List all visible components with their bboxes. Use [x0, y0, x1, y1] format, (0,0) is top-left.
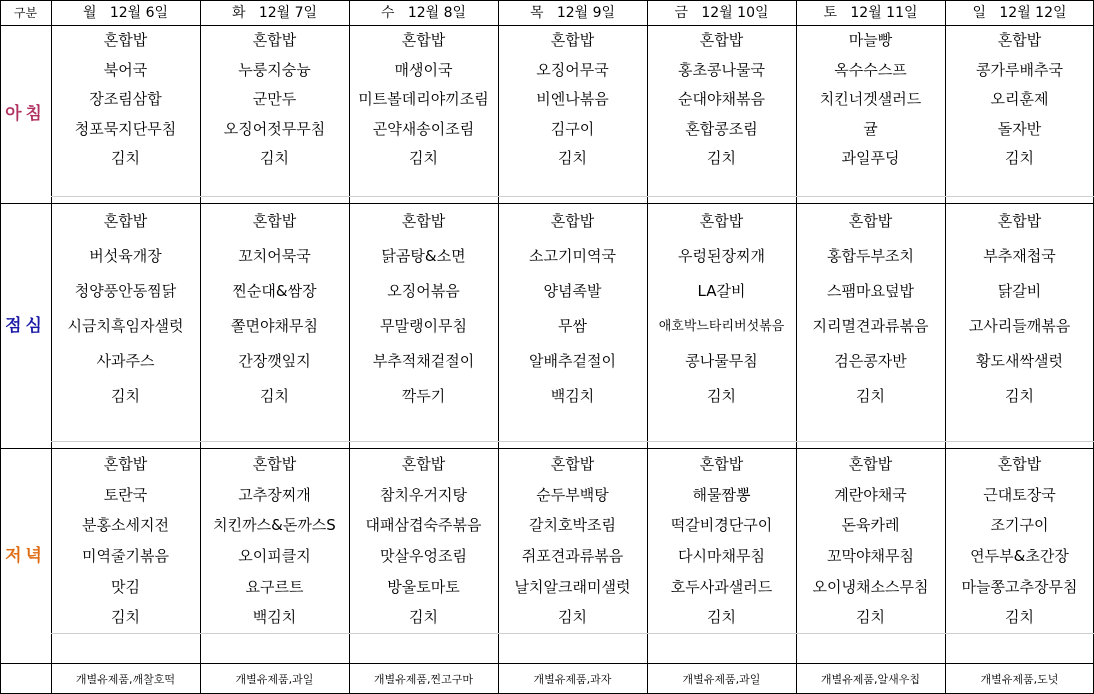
header-day-sun	[945, 0, 1094, 25]
dish-breakfast-r2-c2: 누룽지숭늉	[238, 60, 311, 79]
header-date: 12월 7일	[258, 4, 318, 21]
dish-lunch-r1-c7: 혼합밥	[997, 212, 1042, 230]
header-corner-label: 구분	[13, 5, 38, 20]
dish-lunch-r6-c2: 김치	[260, 387, 289, 405]
dish-dinner-r4-c4: 쥐포견과류볶음	[521, 546, 624, 565]
snack-fri: 개별유제품,과일	[682, 672, 761, 686]
dish-lunch-r2-c1: 버섯육개장	[89, 247, 162, 265]
dish-lunch-r4-c2: 쫄면야채무침	[231, 317, 318, 335]
dish-breakfast-r6-c2	[200, 174, 349, 204]
dish-lunch-r1-c1: 혼합밥	[103, 212, 148, 230]
dish-breakfast-r5-c4: 김치	[558, 149, 587, 168]
dish-lunch-r2-c3: 닭곰탕&소면	[381, 247, 466, 265]
header-dow: 토	[823, 4, 838, 21]
dish-dinner-r3-c4: 갈치호박조림	[529, 516, 616, 535]
dish-breakfast-r5-c6: 과일푸딩	[841, 149, 900, 168]
dish-breakfast-r6-c1	[51, 174, 200, 204]
dish-dinner-r7-c4	[498, 633, 647, 664]
dish-lunch-r3-c6: 스팸마요덮밥	[827, 282, 914, 300]
dish-breakfast-r4-c2: 오징어젓무무침	[223, 119, 326, 138]
dish-dinner-r2-c5: 해물짬뽕	[692, 485, 751, 504]
dish-dinner-r1-c6: 혼합밥	[848, 454, 893, 473]
dish-dinner-r5-c1: 맛김	[111, 577, 140, 596]
snack-thu: 개별유제품,과자	[533, 672, 612, 686]
dish-lunch-r1-c3: 혼합밥	[401, 212, 446, 230]
dish-lunch-r1-c6: 혼합밥	[848, 212, 893, 230]
header-day-sat	[796, 0, 945, 25]
dish-lunch-r2-c7: 부추재첩국	[983, 247, 1056, 265]
dish-dinner-r3-c3: 대패삼겹숙주볶음	[365, 516, 482, 535]
dish-dinner-r6-c6: 김치	[856, 608, 885, 627]
dish-breakfast-r6-c6	[796, 174, 945, 204]
dish-lunch-r3-c7: 닭갈비	[997, 282, 1042, 300]
dish-dinner-r7-c6	[796, 633, 945, 664]
snack-sun: 개별유제품,도넛	[980, 672, 1059, 686]
dish-dinner-r3-c1: 분홍소세지전	[82, 516, 169, 535]
dish-breakfast-r5-c2: 김치	[260, 149, 289, 168]
dish-lunch-r6-c7: 김치	[1005, 387, 1034, 405]
dish-lunch-r7-c7	[945, 414, 1094, 449]
dish-lunch-r5-c5: 콩나물무침	[685, 352, 758, 370]
dish-breakfast-r3-c2: 군만두	[252, 90, 297, 109]
dish-dinner-r1-c5: 혼합밥	[699, 454, 744, 473]
header-day-wed	[349, 0, 498, 25]
header-date: 12월 8일	[407, 4, 467, 21]
meal-label-dinner: 저녁	[5, 545, 46, 566]
dish-breakfast-r4-c3: 곤약새송이조림	[372, 119, 475, 138]
dish-dinner-r6-c1: 김치	[111, 608, 140, 627]
dish-breakfast-r1-c1: 혼합밥	[103, 31, 148, 50]
header-dow: 화	[231, 4, 246, 21]
grid-vline	[647, 0, 648, 694]
dish-breakfast-r4-c6: 귤	[863, 119, 878, 138]
dish-dinner-r6-c5: 김치	[707, 608, 736, 627]
dish-dinner-r6-c2: 백김치	[252, 608, 297, 627]
dish-dinner-r1-c2: 혼합밥	[252, 454, 297, 473]
dish-dinner-r2-c1: 토란국	[103, 485, 148, 504]
dish-breakfast-r5-c5: 김치	[707, 149, 736, 168]
dish-dinner-r5-c3: 방울토마토	[387, 577, 460, 596]
dish-breakfast-r6-c3	[349, 174, 498, 204]
dish-lunch-r3-c2: 찐순대&쌈장	[232, 282, 317, 300]
dish-dinner-r4-c1: 미역줄기볶음	[82, 546, 169, 565]
header-dow: 월	[82, 4, 97, 21]
dish-lunch-r7-c5	[647, 414, 796, 449]
dish-breakfast-r3-c4: 비엔나볶음	[536, 90, 609, 109]
grid-vline	[349, 0, 350, 694]
meal-label-lunch: 점심	[5, 315, 46, 336]
dish-breakfast-r1-c4: 혼합밥	[550, 31, 595, 50]
dish-lunch-r3-c4: 양념족발	[543, 282, 602, 300]
dish-lunch-r7-c1	[51, 414, 200, 449]
dish-lunch-r3-c5: LA갈비	[697, 282, 746, 300]
dish-breakfast-r3-c7: 오리훈제	[990, 90, 1049, 109]
dish-lunch-r5-c1: 사과주스	[96, 352, 155, 370]
dish-lunch-r1-c2: 혼합밥	[252, 212, 297, 230]
dish-breakfast-r5-c7: 김치	[1005, 149, 1034, 168]
dish-breakfast-r5-c1: 김치	[111, 149, 140, 168]
dish-breakfast-r1-c2: 혼합밥	[252, 31, 297, 50]
dish-breakfast-r5-c3: 김치	[409, 149, 438, 168]
dish-dinner-r6-c7: 김치	[1005, 608, 1034, 627]
dish-dinner-r1-c4: 혼합밥	[550, 454, 595, 473]
dish-lunch-r7-c3	[349, 414, 498, 449]
dish-dinner-r3-c2: 치킨까스&돈까스S	[213, 516, 336, 535]
dish-breakfast-r3-c3: 미트볼데리야끼조림	[358, 90, 489, 109]
grid-vline	[796, 0, 797, 694]
dish-dinner-r4-c7: 연두부&초간장	[970, 546, 1069, 565]
dish-dinner-r2-c4: 순두부백탕	[536, 485, 609, 504]
dish-dinner-r2-c6: 계란야채국	[834, 485, 907, 504]
dish-lunch-r2-c6: 홍합두부조치	[827, 247, 914, 265]
dish-lunch-r5-c6: 검은콩자반	[834, 352, 907, 370]
dish-dinner-r3-c5: 떡갈비경단구이	[670, 516, 773, 535]
header-dow: 수	[380, 4, 395, 21]
grid-hline	[0, 203, 1094, 204]
dish-lunch-r4-c5: 애호박느타리버섯볶음	[658, 319, 785, 334]
header-dow: 일	[972, 4, 987, 21]
dish-breakfast-r2-c4: 오징어무국	[536, 60, 609, 79]
dish-dinner-r2-c2: 고추장찌개	[238, 485, 311, 504]
dish-dinner-r7-c2	[200, 633, 349, 664]
dish-lunch-r1-c4: 혼합밥	[550, 212, 595, 230]
dish-dinner-r7-c5	[647, 633, 796, 664]
meal-label-breakfast: 아침	[5, 104, 46, 124]
header-dow: 목	[529, 4, 544, 21]
header-date: 12월 10일	[701, 4, 769, 21]
dish-lunch-r6-c4: 백김치	[550, 387, 595, 405]
header-dow: 금	[674, 4, 689, 21]
dish-breakfast-r2-c3: 매생이국	[394, 60, 453, 79]
dish-dinner-r5-c4: 날치알크래미샐럿	[514, 577, 631, 596]
header-day-tue	[200, 0, 349, 25]
snack-tue: 개별유제품,과일	[235, 672, 314, 686]
dish-dinner-r5-c6: 오이냉채소스무침	[812, 577, 929, 596]
grid-hline	[0, 0, 1094, 1]
grid-vline	[51, 0, 52, 694]
dish-lunch-r4-c3: 무말랭이무침	[380, 317, 467, 335]
dish-dinner-r4-c5: 다시마채무침	[678, 546, 765, 565]
dish-lunch-r4-c7: 고사리들깨볶음	[968, 317, 1071, 335]
header-day-fri	[647, 0, 796, 25]
dish-lunch-r2-c5: 우렁된장찌개	[678, 247, 765, 265]
dish-dinner-r5-c7: 마늘쫑고추장무침	[961, 577, 1078, 596]
dish-breakfast-r1-c5: 혼합밥	[699, 31, 744, 50]
grid-subline	[51, 633, 1094, 634]
dish-dinner-r5-c2: 요구르트	[245, 577, 304, 596]
dish-breakfast-r4-c4: 김구이	[550, 119, 595, 138]
dish-dinner-r2-c3: 참치우거지탕	[380, 485, 467, 504]
snack-wed: 개별유제품,찐고구마	[373, 672, 474, 686]
dish-dinner-r7-c1	[51, 633, 200, 664]
dish-dinner-r1-c7: 혼합밥	[997, 454, 1042, 473]
dish-lunch-r6-c6: 김치	[856, 387, 885, 405]
dish-lunch-r7-c6	[796, 414, 945, 449]
dish-breakfast-r6-c5	[647, 174, 796, 204]
dish-breakfast-r3-c1: 장조림삼합	[89, 90, 162, 109]
dish-dinner-r6-c4: 김치	[558, 608, 587, 627]
grid-vline	[945, 0, 946, 694]
dish-dinner-r6-c3: 김치	[409, 608, 438, 627]
dish-lunch-r6-c5: 김치	[707, 387, 736, 405]
snack-mon: 개별유제품,깨찰호떡	[75, 672, 176, 686]
dish-breakfast-r6-c4	[498, 174, 647, 204]
dish-lunch-r4-c4: 무쌈	[558, 317, 587, 335]
grid-hline	[0, 448, 1094, 449]
dish-breakfast-r2-c7: 콩가루배추국	[976, 60, 1063, 79]
dish-dinner-r2-c7: 근대토장국	[983, 485, 1056, 504]
header-day-thu	[498, 0, 647, 25]
dish-lunch-r7-c2	[200, 414, 349, 449]
grid-hline	[0, 25, 1094, 26]
header-date: 12월 11일	[850, 4, 918, 21]
dish-dinner-r3-c6: 돈육카레	[841, 516, 900, 535]
grid-vline	[200, 0, 201, 694]
dish-lunch-r3-c1: 청양풍안동찜닭	[74, 282, 177, 300]
dish-lunch-r2-c4: 소고기미역국	[529, 247, 616, 265]
grid-vline	[0, 0, 1, 694]
header-date: 12월 6일	[109, 4, 169, 21]
dish-breakfast-r1-c7: 혼합밥	[997, 31, 1042, 50]
dish-dinner-r3-c7: 조기구이	[990, 516, 1049, 535]
dish-dinner-r4-c2: 오이피클지	[238, 546, 311, 565]
header-day-mon	[51, 0, 200, 25]
dish-breakfast-r1-c3: 혼합밥	[401, 31, 446, 50]
dish-breakfast-r2-c5: 홍초콩나물국	[678, 60, 765, 79]
dish-breakfast-r4-c1: 청포묵지단무침	[74, 119, 177, 138]
dish-breakfast-r6-c7	[945, 174, 1094, 204]
dish-breakfast-r3-c5: 순대야채볶음	[678, 90, 765, 109]
dish-breakfast-r1-c6: 마늘빵	[848, 31, 893, 50]
dish-lunch-r5-c3: 부추적채겉절이	[372, 352, 475, 370]
dish-dinner-r7-c7	[945, 633, 1094, 664]
dish-lunch-r5-c7: 황도새싹샐럿	[976, 352, 1063, 370]
grid-subline	[51, 441, 1094, 442]
dish-dinner-r1-c1: 혼합밥	[103, 454, 148, 473]
dish-lunch-r1-c5: 혼합밥	[699, 212, 744, 230]
dish-dinner-r1-c3: 혼합밥	[401, 454, 446, 473]
dish-lunch-r6-c3: 깍두기	[401, 387, 446, 405]
dish-dinner-r4-c3: 맛살우엉조림	[380, 546, 467, 565]
dish-breakfast-r2-c1: 북어국	[103, 60, 148, 79]
dish-lunch-r2-c2: 꼬치어묵국	[238, 247, 311, 265]
dish-breakfast-r4-c7: 돌자반	[997, 119, 1042, 138]
grid-hline	[0, 663, 1094, 664]
dish-lunch-r5-c2: 간장깻잎지	[238, 352, 311, 370]
dish-breakfast-r3-c6: 치킨너겟샐러드	[819, 90, 922, 109]
header-date: 12월 9일	[556, 4, 616, 21]
dish-lunch-r7-c4	[498, 414, 647, 449]
header-date: 12월 12일	[999, 4, 1067, 21]
dish-dinner-r4-c6: 꼬막야채무침	[827, 546, 914, 565]
dish-lunch-r6-c1: 김치	[111, 387, 140, 405]
dish-breakfast-r4-c5: 혼합콩조림	[685, 119, 758, 138]
dish-lunch-r3-c3: 오징어볶음	[387, 282, 460, 300]
dish-lunch-r5-c4: 알배추겉절이	[529, 352, 616, 370]
dish-lunch-r4-c6: 지리멸견과류볶음	[812, 317, 929, 335]
dish-breakfast-r2-c6: 옥수수스프	[834, 60, 907, 79]
dish-dinner-r7-c3	[349, 633, 498, 664]
snack-sat: 개별유제품,알새우칩	[820, 672, 921, 686]
grid-subline	[51, 196, 1094, 197]
grid-vline	[498, 0, 499, 694]
dish-lunch-r4-c1: 시금치흑임자샐럿	[67, 317, 184, 335]
dish-dinner-r5-c5: 호두사과샐러드	[670, 577, 773, 596]
